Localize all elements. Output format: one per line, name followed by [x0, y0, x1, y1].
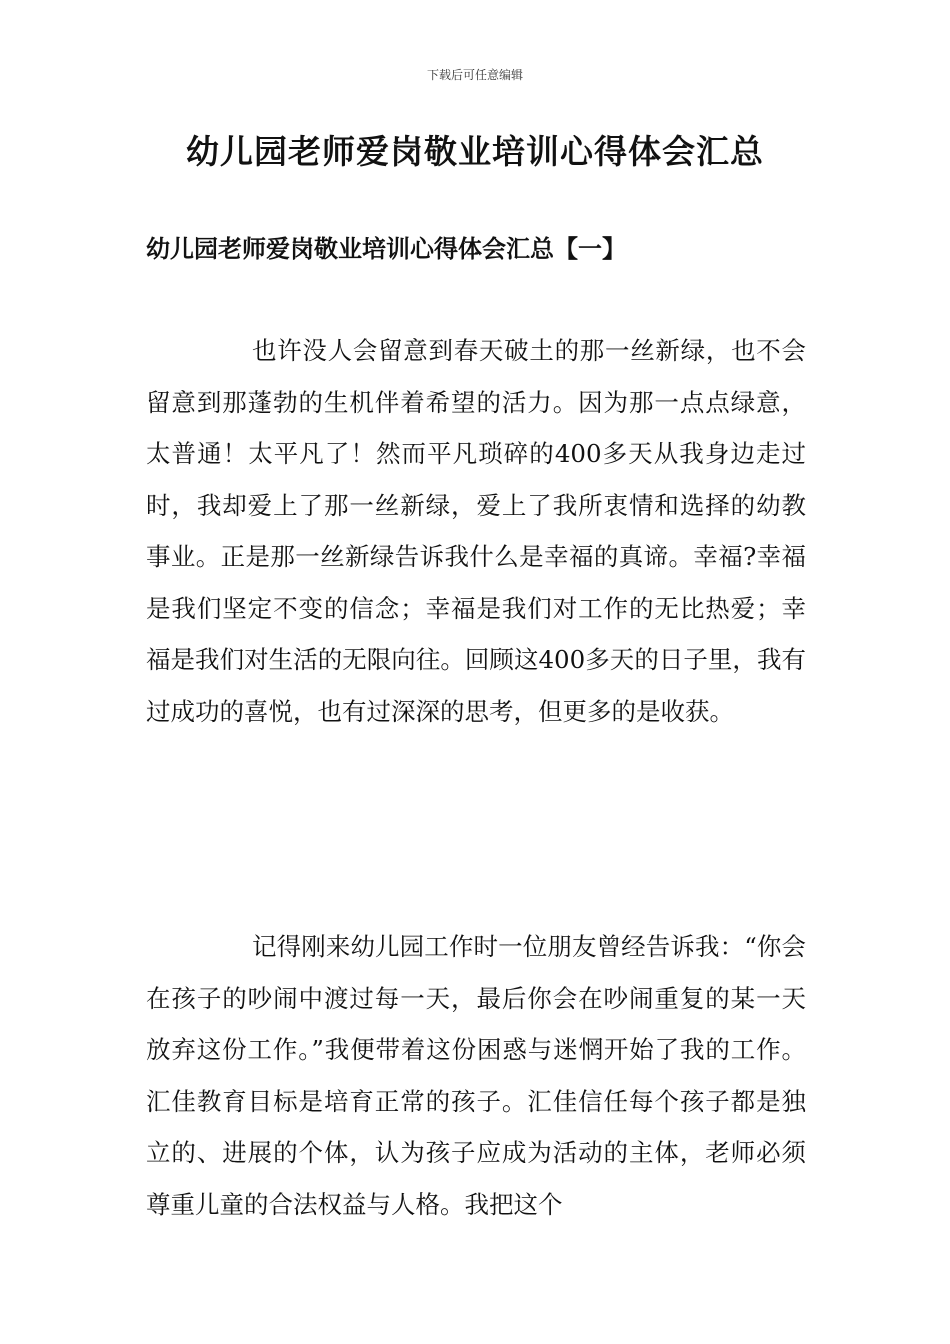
header-note: 下载后可任意编辑 — [426, 68, 523, 82]
section-heading: 幼儿园老师爱岗敬业培训心得体会汇总【一】 — [146, 234, 626, 263]
document-title: 幼儿园老师爱岗敬业培训心得体会汇总 — [186, 132, 764, 171]
paragraph-1: 也许没人会留意到春天破土的那一丝新绿，也不会留意到那蓬勃的生机伴着希望的活力。因为那一点点绿意，太普通！太平凡了！然而平凡琐碎的400多天从我身边走过时，我却爱上了那一丝新绿，爱上了我所衷情和选择的幼教事业。正是那一丝新绿告诉我什么是幸福的真谛。幸福?幸福是我们坚定不变的信念；幸福是我们对工作的无比热爱；幸福是我们对生活的无限向往。回顾这400多天的日子里，我有过成功的喜悦，也有过深深的思考，但更多的是收获。 — [146, 336, 806, 726]
paragraph-2: 记得刚来幼儿园工作时一位朋友曾经告诉我：“你会在孩子的吵闹中渡过每一天，最后你会在吵闹重复的某一天放弃这份工作。”我便带着这份困惑与迷惘开始了我的工作。汇佳教育目标是培育正常的孩子。汇佳信任每个孩子都是独立的、进展的个体，认为孩子应成为活动的主体，老师必须尊重儿童的合法权益与人格。我把这个 — [146, 932, 806, 1219]
